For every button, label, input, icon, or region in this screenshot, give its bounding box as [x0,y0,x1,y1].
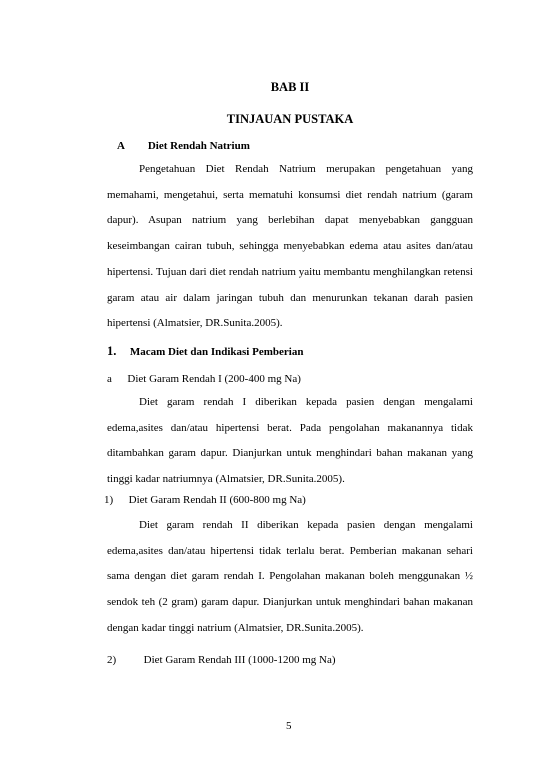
chapter-title: TINJAUAN PUSTAKA [226,112,354,126]
section-a-heading [117,140,250,152]
item-2-heading [107,654,336,666]
section-a-label: A [117,140,125,152]
item-1-label: 1) [104,494,114,506]
section-a-paragraph: Pengetahuan Diet Rendah Natrium merupakan pengetahuan yang memahami, mengetahui, serta mematuhi konsumsi diet rendah natrium (garam dapur). Asupan natrium yang berlebihan dapat menyebabkan gangguan keseimbangan cairan tubuh, sehingga menyebabkan edema atau asites dan/atau hipertensi. Tujuan dari diet rendah natrium yaitu membantu menghilangkan retensi garam atau air dalam jaringan tubuh dan menurunkan tekanan darah pasien hipertensi (Almatsier, DR.Sunita.2005). [107,163,473,330]
item-a-paragraph: Diet garam rendah I diberikan kepada pasien dengan mengalami edema,asites dan/atau hipertensi berat. Pada pengolahan makanannya tidak ditambahkan garam dapur. Dianjurkan untuk menghindari bahan makanan yang tinggi kadar natriumnya (Almatsier, DR.Sunita.2005). [107,396,473,486]
section-a-title: Diet Rendah Natrium [147,140,250,152]
section-1-label: 1. [107,344,117,358]
page-number: 5 [286,720,292,732]
item-1-heading [104,494,306,506]
item-1-paragraph: Diet garam rendah II diberikan kepada pasien dengan mengalami edema,asites dan/atau hipertensi tidak terlalu berat. Pemberian makanan sehari sama dengan diet garam rendah I. Pengolahan makanan boleh menggunakan ½ sendok teh (2 gram) garam dapur. Dianjurkan untuk menghindari bahan makanan dengan kadar tinggi natrium (Almatsier, DR.Sunita.2005). [107,519,473,634]
item-2-label: 2) [107,654,117,666]
section-1-title: Macam Diet dan Indikasi Pemberian [129,346,304,358]
item-a-title: Diet Garam Rendah I (200-400 mg Na) [127,373,301,385]
item-a-label: a [107,373,112,385]
item-1-title: Diet Garam Rendah II (600-800 mg Na) [128,494,306,506]
section-1-heading [107,344,303,359]
chapter-number: BAB II [270,80,310,94]
item-a-heading [107,373,301,385]
item-2-title: Diet Garam Rendah III (1000-1200 mg Na) [143,654,336,666]
